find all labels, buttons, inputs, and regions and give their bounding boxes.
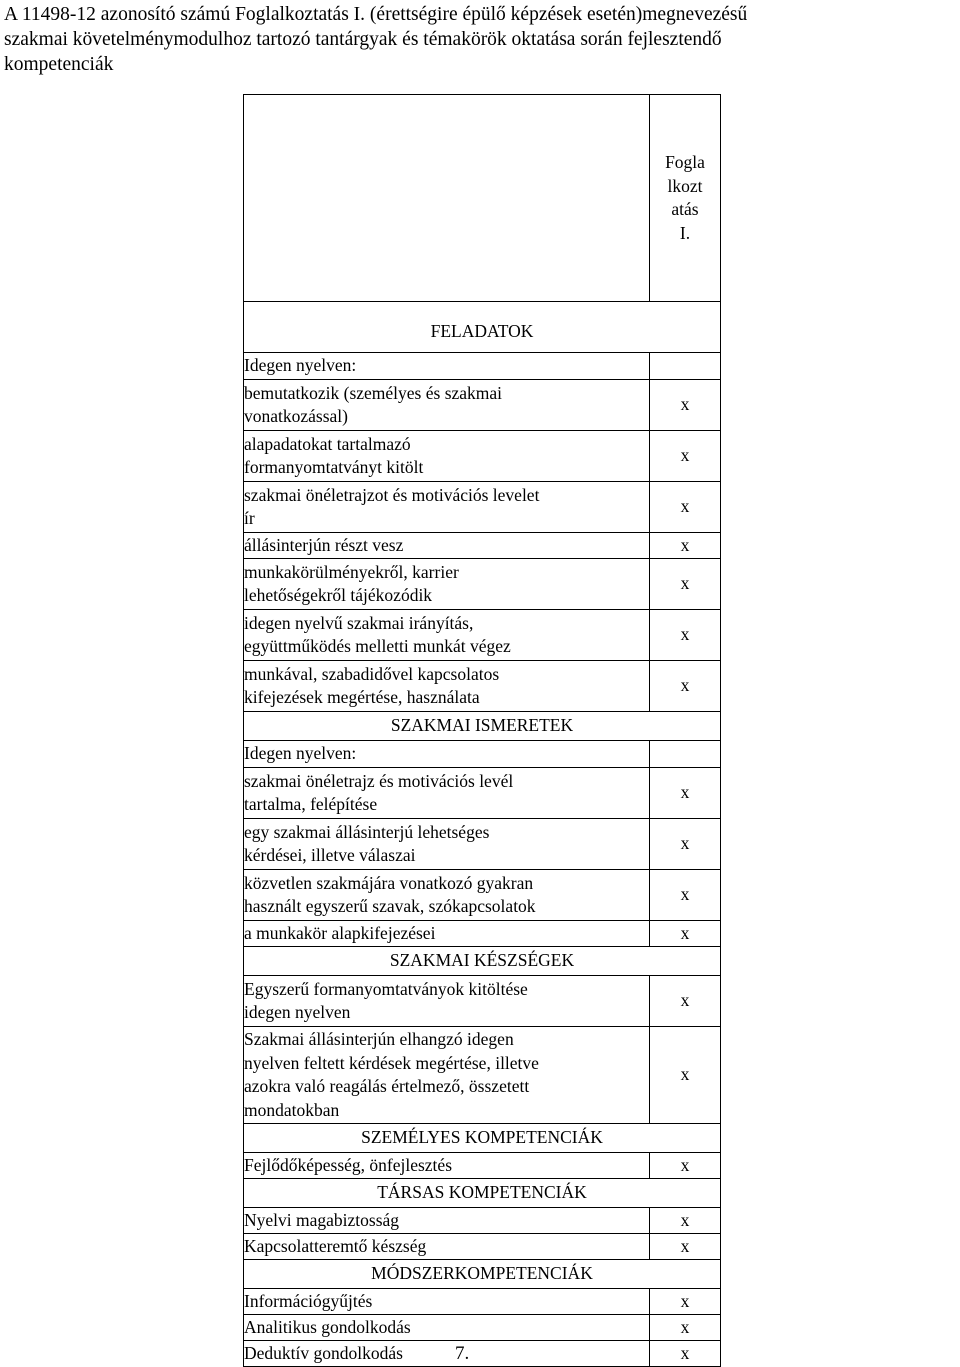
table-row	[244, 1153, 721, 1179]
competency-item: Nyelvi magabiztosság	[244, 1208, 650, 1234]
title-line: A 11498-12 azonosító számú Foglalkoztatás I. (érettségire épülő képzések esetén)megnevezésű	[4, 4, 748, 25]
mark-cell: x	[650, 1289, 721, 1315]
mark-cell: x	[650, 661, 721, 712]
mark-cell: x	[650, 1315, 721, 1341]
item-line: alapadatokat tartalmazó	[244, 433, 411, 454]
item-line: munkakörülményekről, karrier	[244, 561, 459, 582]
item-line: azokra való reagálás értelmező, összetett	[244, 1076, 530, 1096]
row-label-idegen-nyelven: Idegen nyelven:	[244, 741, 650, 768]
competency-item	[244, 976, 650, 1027]
table-header-row	[244, 95, 721, 302]
item-line: mondatokban	[244, 1099, 340, 1120]
header-col-line: I.	[679, 222, 691, 243]
competency-table	[243, 94, 721, 1367]
competency-item: Információgyűjtés	[244, 1289, 650, 1315]
item-line: állásinterjún részt vesz	[244, 534, 404, 555]
competency-item: Analitikus gondolkodás	[244, 1315, 650, 1341]
title-line: szakmai követelménymodulhoz tartozó tantárgyak és témakörök oktatása során fejlesztendő	[4, 29, 722, 50]
competency-item	[244, 431, 650, 482]
header-empty-cell	[244, 95, 650, 302]
section-heading-modszerkompetenciak: MÓDSZERKOMPETENCIÁK	[244, 1260, 721, 1289]
mark-cell: x	[650, 1153, 721, 1179]
item-line: idegen nyelven	[244, 1002, 351, 1022]
mark-cell: x	[650, 1208, 721, 1234]
table-row	[244, 431, 721, 482]
item-line: Egyszerű formanyomtatványok kitöltése	[244, 978, 528, 999]
item-line: munkával, szabadidővel kapcsolatos	[244, 663, 500, 684]
table-row	[244, 768, 721, 819]
competency-item: Kapcsolatteremtő készség	[244, 1234, 650, 1260]
document-title	[4, 2, 959, 77]
page-number: 7.	[455, 1343, 470, 1364]
mark-cell: x	[650, 1027, 721, 1124]
table-row	[244, 1027, 721, 1124]
item-line: szakmai önéletrajzot és motivációs levelet	[244, 484, 540, 505]
item-line: használt egyszerű szavak, szókapcsolatok	[244, 896, 536, 916]
competency-item: Deduktív gondolkodás	[244, 1341, 650, 1367]
item-line: közvetlen szakmájára vonatkozó gyakran	[244, 872, 534, 893]
item-line: nyelven feltett kérdések megértése, illetve	[244, 1052, 539, 1073]
item-line: kérdései, illetve válaszai	[244, 845, 416, 865]
mark-cell-empty	[650, 353, 721, 380]
table-row	[244, 610, 721, 661]
header-col-line: atás	[671, 199, 699, 219]
item-line: vonatkozással)	[244, 406, 348, 426]
item-line: formanyomtatványt kitölt	[244, 457, 424, 477]
item-line: lehetőségekről tájékozódik	[244, 585, 433, 605]
item-line: idegen nyelvű szakmai irányítás,	[244, 612, 474, 633]
row-label-idegen-nyelven: Idegen nyelven:	[244, 353, 650, 380]
table-row	[244, 1289, 721, 1315]
mark-cell: x	[650, 610, 721, 661]
competency-item	[244, 661, 650, 712]
table-row	[244, 870, 721, 921]
mark-cell: x	[650, 1234, 721, 1260]
competency-item	[244, 482, 650, 533]
mark-cell: x	[650, 976, 721, 1027]
competency-item	[244, 610, 650, 661]
table-row	[244, 1234, 721, 1260]
competency-item	[244, 380, 650, 431]
competency-item	[244, 870, 650, 921]
section-heading-tarsas-kompetenciak: TÁRSAS KOMPETENCIÁK	[244, 1179, 721, 1208]
mark-cell: x	[650, 380, 721, 431]
mark-cell: x	[650, 559, 721, 610]
table-row	[244, 559, 721, 610]
mark-cell: x	[650, 1341, 721, 1367]
item-line: szakmai önéletrajz és motivációs levél	[244, 770, 514, 791]
mark-cell-empty	[650, 741, 721, 768]
competency-item	[244, 533, 650, 559]
section-heading-szakmai-ismeretek: SZAKMAI ISMERETEK	[244, 712, 721, 741]
table-row	[244, 921, 721, 947]
title-line: kompetenciák	[4, 54, 114, 75]
table-row	[244, 1341, 721, 1367]
competency-item	[244, 768, 650, 819]
table-row	[244, 976, 721, 1027]
mark-cell: x	[650, 431, 721, 482]
item-line: együttműködés melletti munkát végez	[244, 636, 511, 656]
table-row	[244, 533, 721, 559]
table-row	[244, 661, 721, 712]
table-row	[244, 1315, 721, 1341]
mark-cell: x	[650, 482, 721, 533]
competency-item	[244, 819, 650, 870]
section-heading-feladatok: FELADATOK	[244, 302, 721, 353]
header-column-foglalkoztatas	[650, 95, 721, 302]
table-row	[244, 380, 721, 431]
competency-item	[244, 921, 650, 947]
competency-item	[244, 1027, 650, 1124]
competency-item	[244, 559, 650, 610]
item-line: bemutatkozik (személyes és szakmai	[244, 382, 503, 403]
table-row	[244, 819, 721, 870]
mark-cell: x	[650, 768, 721, 819]
section-heading-szemelyes-kompetenciak: SZEMÉLYES KOMPETENCIÁK	[244, 1124, 721, 1153]
item-line: a munkakör alapkifejezései	[244, 922, 436, 943]
table-row	[244, 1208, 721, 1234]
table-row	[244, 482, 721, 533]
item-line: Szakmai állásinterjún elhangzó idegen	[244, 1029, 514, 1049]
competency-item: Fejlődőképesség, önfejlesztés	[244, 1153, 650, 1179]
item-line: egy szakmai állásinterjú lehetséges	[244, 821, 490, 842]
section-heading-szakmai-keszsegek: SZAKMAI KÉSZSÉGEK	[244, 947, 721, 976]
mark-cell: x	[650, 921, 721, 947]
header-col-line: lkozt	[667, 175, 703, 196]
item-line: tartalma, felépítése	[244, 794, 378, 814]
header-col-line: Fogla	[665, 152, 705, 172]
mark-cell: x	[650, 533, 721, 559]
mark-cell: x	[650, 870, 721, 921]
item-line: kifejezések megértése, használata	[244, 687, 480, 707]
item-line: ír	[244, 508, 255, 528]
mark-cell: x	[650, 819, 721, 870]
